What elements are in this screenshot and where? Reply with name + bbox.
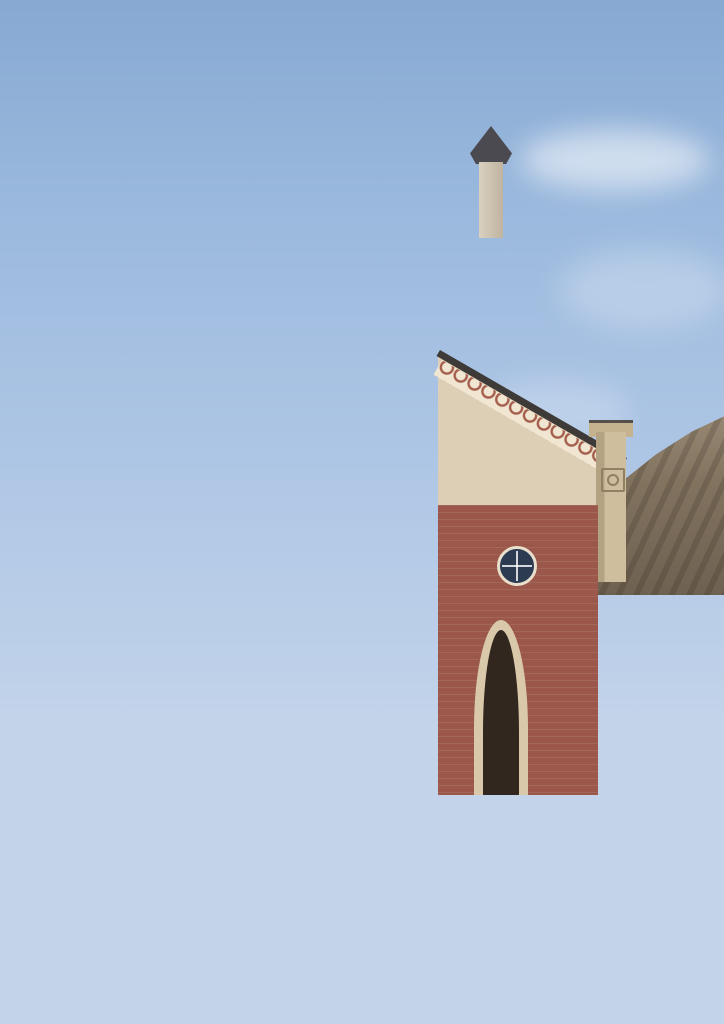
cloud — [520, 130, 710, 190]
church-pilaster — [596, 432, 626, 582]
bell-tower — [470, 126, 512, 246]
carved-panel — [601, 468, 625, 492]
cloud — [560, 250, 724, 330]
rose-window — [497, 546, 537, 586]
